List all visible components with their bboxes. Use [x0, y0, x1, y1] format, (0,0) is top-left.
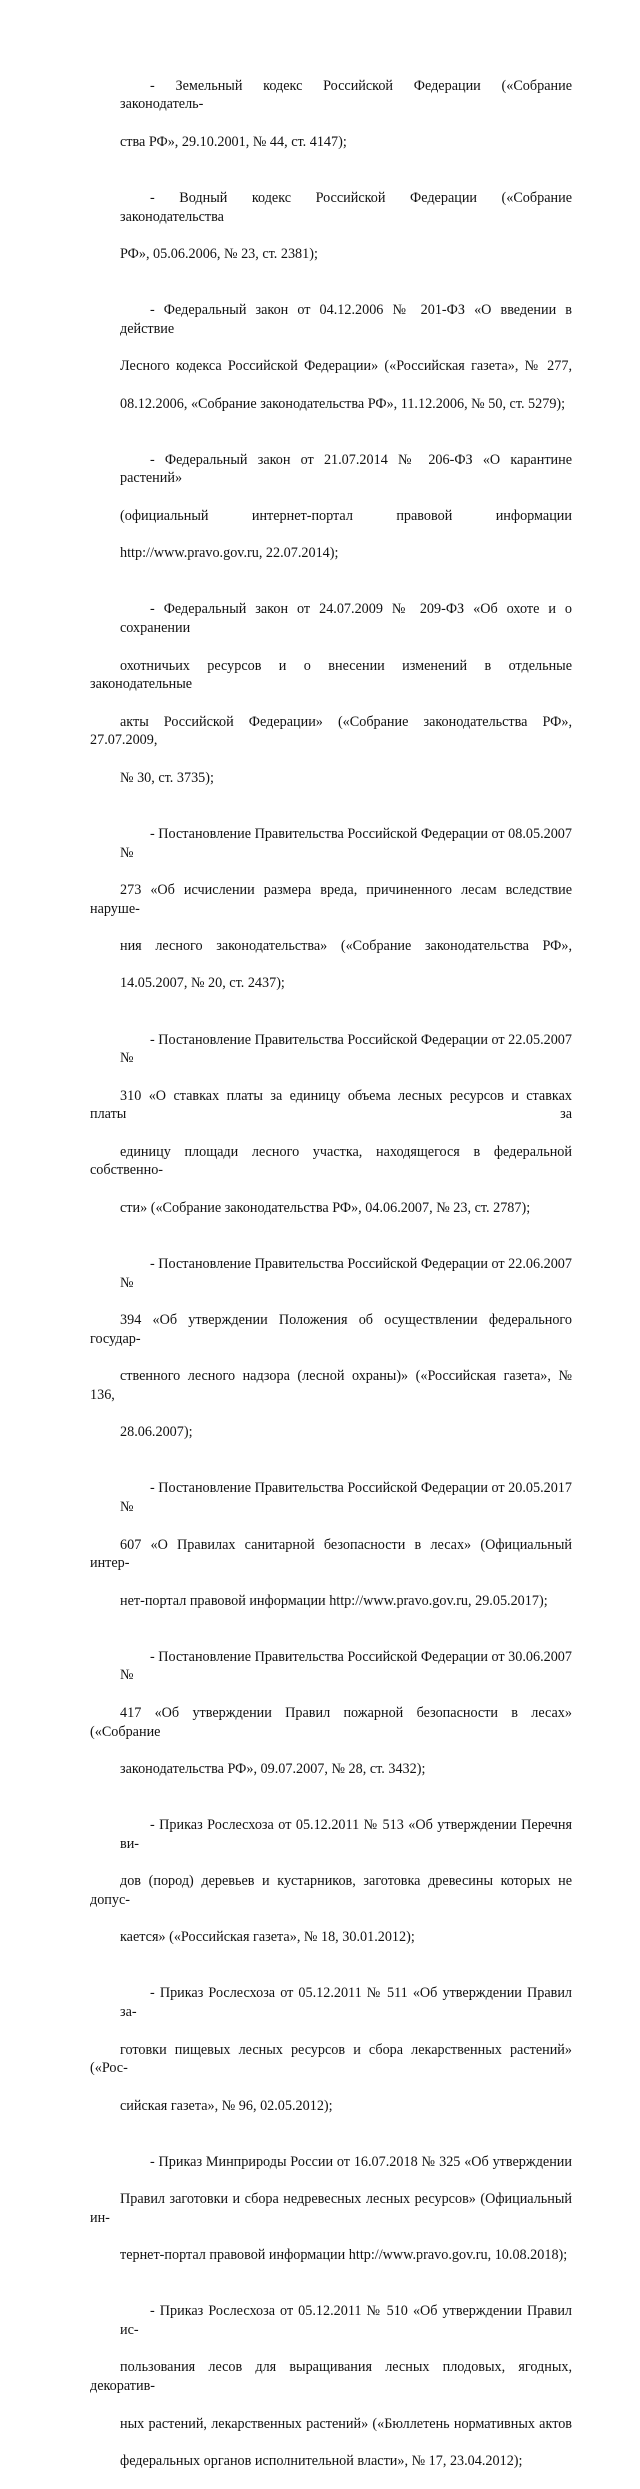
text-line: (официальный интернет-портал правовой информации [120, 507, 572, 524]
text-line: нет-портал правовой информации http://www.pravo.gov.ru, 29.05.2017); [120, 1592, 548, 1609]
text-line: ния лесного законодательства» («Собрание законодательства РФ», [120, 938, 572, 955]
text-line: кается» («Российская газета», № 18, 30.01.2012); [120, 1929, 415, 1946]
text-line: - Приказ Рослесхоза от 05.12.2011 № 513 «Об утверждении Перечня ви- [120, 1817, 572, 1852]
text-line: - Земельный кодекс Российской Федерации («Собрание законодатель- [120, 77, 572, 113]
text-line: сти» («Собрание законодательства РФ», 04.06.2007, № 23, ст. 2787); [120, 1199, 531, 1216]
list-item [90, 170, 572, 282]
text-line: акты Российской Федерации» («Собрание законодательства РФ», 27.07.2009, [90, 713, 572, 749]
text-line: сийская газета», № 96, 02.05.2012); [120, 2097, 333, 2114]
text-line: - Постановление Правительства Российской Федерации от 22.06.2007 № [120, 1256, 572, 1291]
text-line: 273 «Об исчислении размера вреда, причиненного лесам вследствие наруше- [90, 881, 572, 917]
text-line: - Постановление Правительства Российской Федерации от 08.05.2007 № [120, 825, 572, 861]
text-line: - Постановление Правительства Российской Федерации от 22.05.2007 № [120, 1031, 572, 1067]
text-line: РФ», 05.06.2006, № 23, ст. 2381); [120, 246, 318, 263]
list-item [90, 58, 572, 170]
text-line: законодательства РФ», 09.07.2007, № 28, ст. 3432); [120, 1760, 426, 1777]
text-line: единицу площади лесного участка, находящегося в федеральной собственно- [90, 1143, 572, 1179]
list-item [90, 1012, 572, 1236]
text-line: пользования лесов для выращивания лесных плодовых, ягодных, декоратив- [90, 2359, 572, 2395]
text-line: 607 «О Правилах санитарной безопасности в лесах» (Официальный интер- [90, 1536, 572, 1572]
text-line: готовки пищевых лесных ресурсов и сбора лекарственных растений» («Рос- [90, 2041, 572, 2077]
text-line: - Федеральный закон от 04.12.2006 № 201-ФЗ «О введении в действие [120, 302, 572, 337]
text-line: тернет-портал правовой информации http://www.pravo.gov.ru, 10.08.2018); [120, 2247, 568, 2264]
list-item [90, 2284, 572, 2489]
list-item [90, 1629, 572, 1797]
list-item [90, 282, 572, 432]
text-line: - Приказ Рослесхоза от 05.12.2011 № 510 «Об утверждении Правил ис- [120, 2303, 572, 2339]
list-item [90, 1461, 572, 1629]
text-line: ства РФ», 29.10.2001, № 44, ст. 4147); [120, 133, 347, 150]
text-line: дов (пород) деревьев и кустарников, заготовка древесины которых не допус- [90, 1873, 572, 1908]
document-body [90, 58, 572, 2489]
text-line: Правил заготовки и сбора недревесных лесных ресурсов» (Официальный ин- [90, 2191, 572, 2226]
text-line: 310 «О ставках платы за единицу объема лесных ресурсов и ставках платы за [90, 1087, 572, 1123]
text-line: - Федеральный закон от 21.07.2014 № 206-ФЗ «О карантине растений» [120, 451, 572, 487]
list-item [90, 1797, 572, 1965]
list-item [90, 1966, 572, 2134]
list-item [90, 432, 572, 582]
text-line: 417 «Об утверждении Правил пожарной безопасности в лесах» («Собрание [90, 1704, 572, 1740]
text-line: ственного лесного надзора (лесной охраны)» («Российская газета», № 136, [90, 1368, 572, 1403]
text-line: - Постановление Правительства Российской Федерации от 20.05.2017 № [120, 1480, 572, 1516]
text-line: 28.06.2007); [120, 1424, 193, 1441]
text-line: 394 «Об утверждении Положения об осуществлении федерального государ- [90, 1312, 572, 1347]
text-line: охотничьих ресурсов и о внесении изменений в отдельные законодательные [90, 657, 572, 693]
text-line: http://www.pravo.gov.ru, 22.07.2014); [120, 545, 339, 562]
text-line: Лесного кодекса Российской Федерации» («Российская газета», № 277, [120, 358, 572, 375]
list-item [90, 1236, 572, 1460]
text-line: 08.12.2006, «Собрание законодательства РФ», 11.12.2006, № 50, ст. 5279); [120, 395, 566, 412]
text-line: федеральных органов исполнительной власти», № 17, 23.04.2012); [120, 2453, 523, 2469]
text-line: - Приказ Минприроды России от 16.07.2018 № 325 «Об утверждении [150, 2153, 572, 2170]
list-item [90, 2134, 572, 2284]
list-item [90, 582, 572, 806]
list-item [90, 806, 572, 1012]
text-line: - Приказ Рослесхоза от 05.12.2011 № 511 «Об утверждении Правил за- [120, 1985, 572, 2021]
text-line: 14.05.2007, № 20, ст. 2437); [120, 975, 285, 992]
text-line: № 30, ст. 3735); [120, 769, 214, 786]
text-line: - Федеральный закон от 24.07.2009 № 209-ФЗ «Об охоте и о сохранении [120, 601, 572, 637]
text-line: ных растений, лекарственных растений» («Бюллетень нормативных актов [120, 2415, 572, 2432]
text-line: - Водный кодекс Российской Федерации («Собрание законодательства [120, 189, 572, 225]
text-line: - Постановление Правительства Российской Федерации от 30.06.2007 № [120, 1648, 572, 1684]
